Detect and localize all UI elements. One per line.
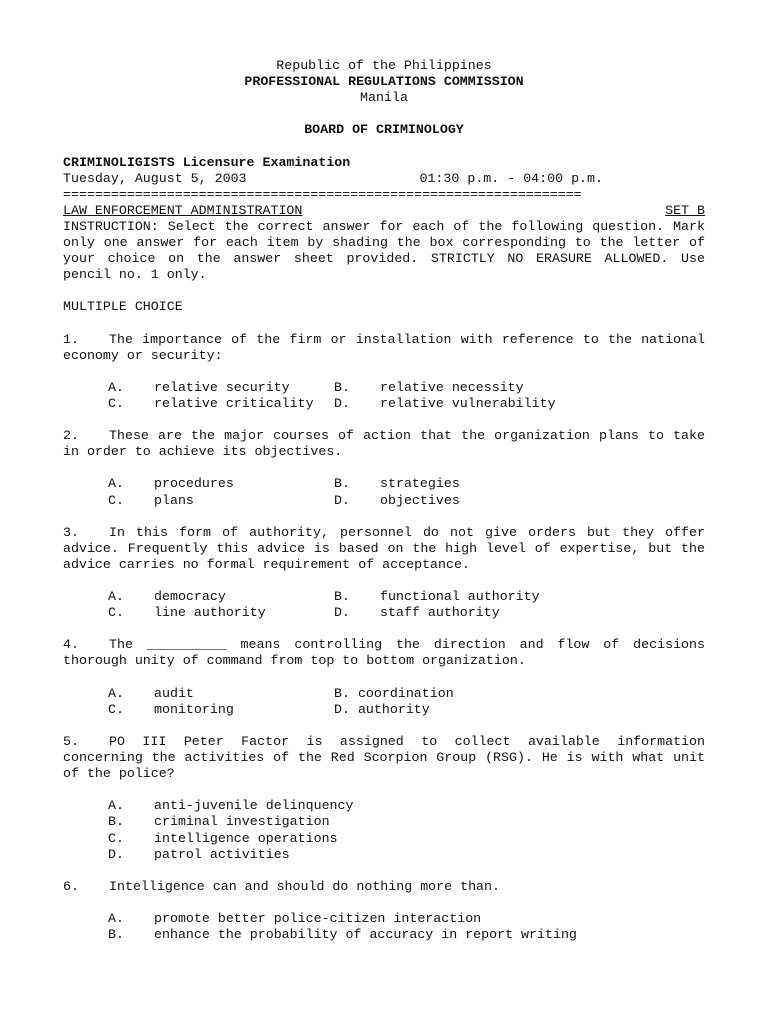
question-number: 2. [63,428,79,444]
choice-letter: A. [108,910,124,926]
choice-text: B. coordination [334,685,454,701]
separator-rule: ================================================================= [63,186,582,202]
choice-letter: B. [334,379,350,395]
choice-row [108,831,705,847]
choice-text: audit [154,685,194,701]
choice-text: promote better police-citizen interaction [154,910,482,926]
choice-text: line authority [154,605,266,621]
board-title: BOARD OF CRIMINOLOGY [304,122,464,138]
set-label: SET B [665,202,705,218]
exam-schedule [63,171,603,187]
choice-text: intelligence operations [154,830,338,846]
question-number: 4. [63,637,79,653]
question-item [63,637,705,734]
question-body: PO III Peter Factor is assigned to collect available information concerning the activities of the Red Scorpion Group (RSG). He is with what unit of the police? [63,733,705,782]
choice-row [108,476,705,492]
choice-row [108,798,705,814]
subject-title: LAW ENFORCEMENT ADMINISTRATION [63,202,303,218]
question-list [63,332,705,944]
choice-text: relative vulnerability [380,395,556,411]
question-item [63,332,705,429]
question-item [63,734,705,879]
choice-letter: D. [108,846,124,862]
choice-letter: B. [108,927,124,943]
choice-text: relative necessity [380,379,524,395]
choice-group [108,911,705,943]
choice-letter: C. [108,492,124,508]
question-number: 6. [63,878,79,894]
choice-text: procedures [154,476,234,492]
question-body: Intelligence can and should do nothing more than. [109,878,500,894]
choice-letter: C. [108,605,124,621]
exam-title: CRIMINOLIGISTS Licensure Examination [63,154,351,170]
choice-text: objectives [380,492,460,508]
question-body: These are the major courses of action that the organization plans to take in order to achieve its objectives. [63,428,705,460]
choice-group [108,380,705,412]
header-commission: PROFESSIONAL REGULATIONS COMMISSION [244,74,524,90]
choice-letter: C. [108,701,124,717]
question-text [63,525,705,573]
choice-row [108,686,705,702]
choice-letter: B. [108,814,124,830]
choice-text: anti-juvenile delinquency [154,798,354,814]
question-body: The __________ means controlling the direction and flow of decisions thorough unity of command from top to bottom organization. [63,637,705,669]
question-item [63,428,705,525]
choice-text: staff authority [380,605,500,621]
choice-text: functional authority [380,589,540,605]
choice-letter: C. [108,395,124,411]
choice-letter: D. [334,492,350,508]
choice-letter: D. [334,395,350,411]
choice-row [108,380,705,396]
choice-text: enhance the probability of accuracy in report writing [154,927,577,943]
question-text [63,734,705,782]
choice-row [108,847,705,863]
choice-row [108,702,705,718]
choice-row [108,396,705,412]
choice-group [108,798,705,862]
choice-row [108,493,705,509]
question-item [63,525,705,638]
choice-text: patrol activities [154,846,290,862]
choice-row [108,911,705,927]
question-number: 3. [63,524,79,540]
choice-letter: A. [108,476,124,492]
choice-row [108,814,705,830]
exam-document [63,58,705,943]
choice-group [108,686,705,718]
choice-letter: B. [334,476,350,492]
choice-row [108,927,705,943]
choice-text: plans [154,492,194,508]
instruction-text: INSTRUCTION: Select the correct answer for each of the following question. Mark only one answer for each item by shading the box corresponding to the letter of your choice on the answer sheet provided. STRICTLY NO ERASURE ALLOWED. Use pencil no. 1 only. [63,218,705,283]
choice-text: strategies [380,476,460,492]
question-text [63,332,705,364]
question-text [63,428,705,460]
choice-text: democracy [154,589,226,605]
question-body: The importance of the firm or installation with reference to the national economy or security: [63,331,705,363]
choice-text: criminal investigation [154,814,330,830]
choice-letter: A. [108,798,124,814]
choice-letter: D. [334,605,350,621]
question-number: 5. [63,733,79,749]
question-number: 1. [63,331,79,347]
choice-letter: C. [108,830,124,846]
choice-group [108,476,705,508]
choice-row [108,589,705,605]
choice-text: monitoring [154,701,234,717]
header-city: Manila [360,90,408,106]
exam-time: 01:30 p.m. - 04:00 p.m. [419,170,603,186]
choice-row [108,605,705,621]
choice-letter: A. [108,589,124,605]
question-body: In this form of authority, personnel do not give orders but they offer advice. Frequently this advice is based on the high level of expertise, but the advice carries no formal requirement of acceptance. [63,524,705,572]
subject-line [63,203,705,219]
exam-date: Tuesday, August 5, 2003 [63,170,247,186]
section-title: MULTIPLE CHOICE [63,299,183,315]
question-text [63,637,705,669]
choice-text: D. authority [334,701,430,717]
header-republic: Republic of the Philippines [276,58,492,73]
question-item [63,879,705,943]
question-text [63,879,705,895]
choice-letter: A. [108,685,124,701]
choice-letter: A. [108,379,124,395]
choice-group [108,589,705,621]
choice-text: relative security [154,379,290,395]
choice-letter: B. [334,589,350,605]
choice-text: relative criticality [154,395,314,411]
